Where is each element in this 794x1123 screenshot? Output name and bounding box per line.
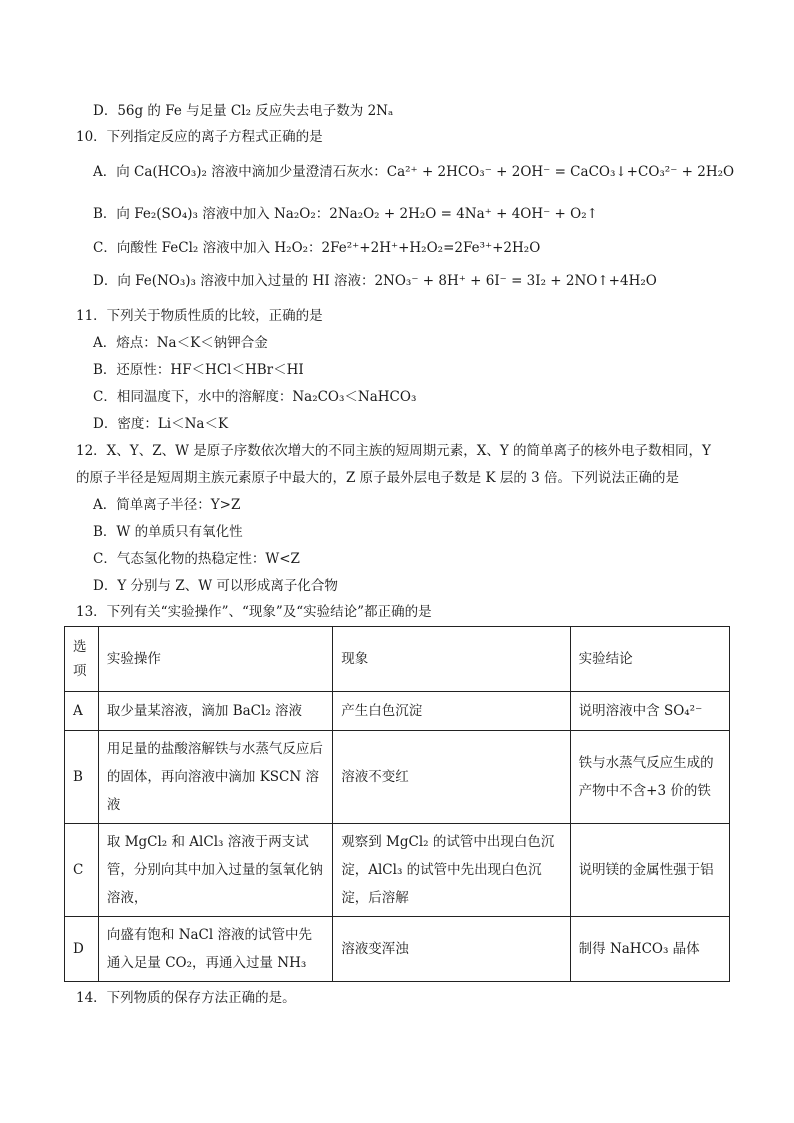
row-b-operation: 用足量的盐酸溶解铁与水蒸气反应后的固体，再向溶液中滴加 KSCN 溶液 (98, 731, 332, 824)
table-row (65, 731, 730, 824)
q14-stem: 14．下列物质的保存方法正确的是。 (76, 990, 296, 1006)
header-operation: 实验操作 (98, 627, 332, 692)
q12-stem-line1: 12．X、Y、Z、W 是原子序数依次增大的不同主族的短周期元素，X、Y 的简单离子的核外电子数相同，Y (76, 443, 711, 459)
row-a-phenomenon: 产生白色沉淀 (333, 692, 570, 731)
row-d-conclusion: 制得 NaHCO₃ 晶体 (570, 917, 729, 982)
row-b-option: B (65, 731, 99, 824)
header-option: 选项 (65, 627, 99, 692)
q12-option-c: C．气态氢化物的热稳定性：W<Z (93, 551, 300, 567)
table-row (65, 917, 730, 982)
q11-option-d: D．密度：Li＜Na＜K (93, 416, 229, 432)
q10-option-a: A．向 Ca(HCO₃)₂ 溶液中滴加少量澄清石灰水：Ca²⁺ + 2HCO₃⁻ + 2OH⁻ = CaCO₃↓+CO₃²⁻ + 2H₂O (93, 164, 735, 180)
q9-option-d: D．56g 的 Fe 与足量 Cl₂ 反应失去电子数为 2Nₐ (93, 103, 394, 119)
q11-option-b: B．还原性：HF＜HCl＜HBr＜HI (93, 362, 304, 378)
q10-option-d: D．向 Fe(NO₃)₃ 溶液中加入过量的 HI 溶液：2NO₃⁻ + 8H⁺ + 6I⁻ = 3I₂ + 2NO↑+4H₂O (93, 273, 657, 289)
q12-option-a: A．简单离子半径：Y>Z (93, 497, 241, 513)
row-c-option: C (65, 824, 99, 917)
row-d-phenomenon: 溶液变浑浊 (333, 917, 570, 982)
q10-option-c: C．向酸性 FeCl₂ 溶液中加入 H₂O₂：2Fe²⁺+2H⁺+H₂O₂=2Fe³⁺+2H₂O (93, 240, 541, 256)
table-row (65, 692, 730, 731)
header-conclusion: 实验结论 (570, 627, 729, 692)
q12-option-b: B．W 的单质只有氧化性 (93, 524, 243, 540)
q11-stem: 11．下列关于物质性质的比较，正确的是 (76, 308, 323, 324)
row-b-phenomenon: 溶液不变红 (333, 731, 570, 824)
q12-stem-line2: 的原子半径是短周期主族元素原子中最大的，Z 原子最外层电子数是 K 层的 3 倍。下列说法正确的是 (76, 470, 680, 486)
q10-option-b: B．向 Fe₂(SO₄)₃ 溶液中加入 Na₂O₂：2Na₂O₂ + 2H₂O = 4Na⁺ + 4OH⁻ + O₂↑ (93, 206, 598, 222)
row-d-option: D (65, 917, 99, 982)
q11-option-c: C．相同温度下，水中的溶解度：Na₂CO₃＜NaHCO₃ (93, 389, 417, 405)
row-d-operation: 向盛有饱和 NaCl 溶液的试管中先通入足量 CO₂，再通入过量 NH₃ (98, 917, 332, 982)
row-c-phenomenon: 观察到 MgCl₂ 的试管中出现白色沉淀，AlCl₃ 的试管中先出现白色沉淀，后溶解 (333, 824, 570, 917)
table-row (65, 824, 730, 917)
header-phenomenon: 现象 (333, 627, 570, 692)
row-a-conclusion: 说明溶液中含 SO₄²⁻ (570, 692, 729, 731)
q12-option-d: D．Y 分别与 Z、W 可以形成离子化合物 (93, 578, 338, 594)
q13-stem: 13．下列有关“实验操作”、“现象”及“实验结论”都正确的是 (76, 604, 432, 620)
table-header-row (65, 627, 730, 692)
row-c-operation: 取 MgCl₂ 和 AlCl₃ 溶液于两支试管，分别向其中加入过量的氢氧化钠溶液， (98, 824, 332, 917)
q10-stem: 10．下列指定反应的离子方程式正确的是 (76, 129, 323, 145)
row-a-operation: 取少量某溶液，滴加 BaCl₂ 溶液 (98, 692, 332, 731)
row-b-conclusion: 铁与水蒸气反应生成的产物中不含+3 价的铁 (570, 731, 729, 824)
row-a-option: A (65, 692, 99, 731)
row-c-conclusion: 说明镁的金属性强于铝 (570, 824, 729, 917)
experiment-table (64, 626, 730, 982)
q11-option-a: A．熔点：Na＜K＜钠钾合金 (93, 335, 268, 351)
